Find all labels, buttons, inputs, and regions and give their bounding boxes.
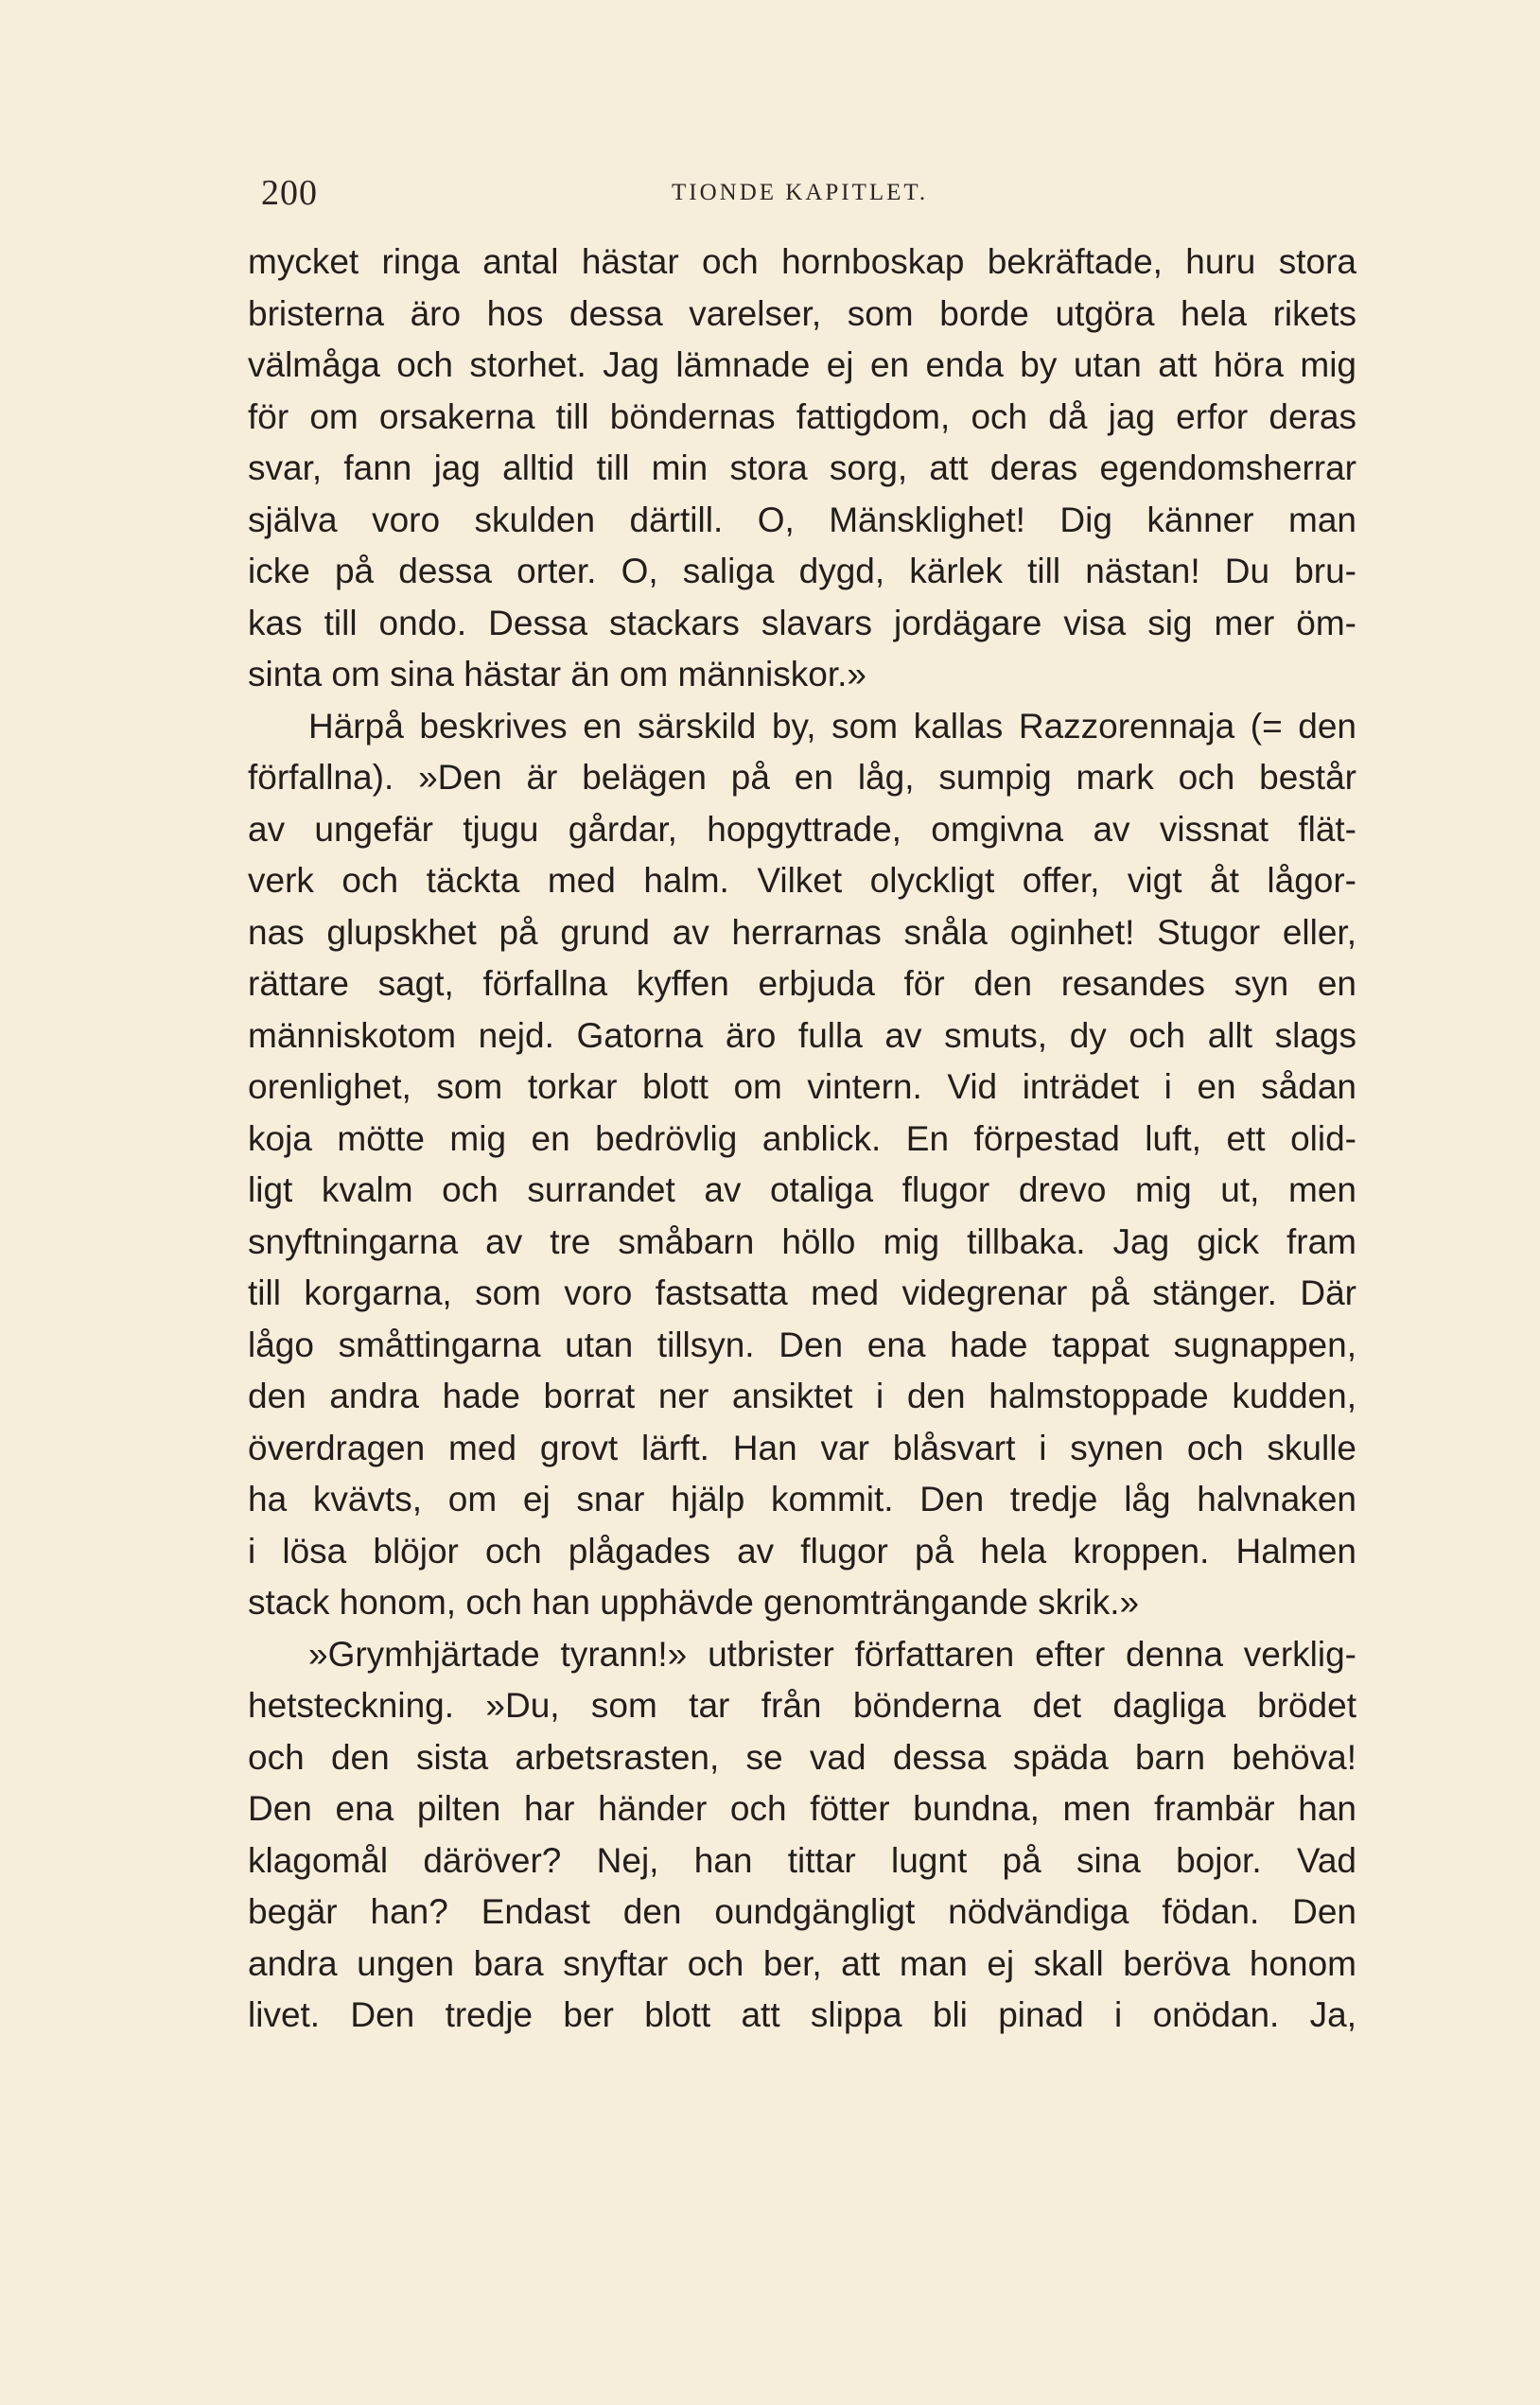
- text-line: livet. Den tredje ber blott att slippa bli pinad i onödan. Ja,: [248, 1995, 1356, 2034]
- text-line: orenlighet, som torkar blott om vintern. Vid inträdet i en sådan: [248, 1067, 1356, 1106]
- body-text: [248, 237, 1356, 2042]
- text-line: den andra hade borrat ner ansiktet i den halmstoppade kudden,: [248, 1377, 1356, 1415]
- text-line: välmåga och storhet. Jag lämnade ej en enda by utan att höra mig: [248, 345, 1356, 384]
- text-line: sinta om sina hästar än om människor.»: [248, 655, 866, 693]
- text-line: icke på dessa orter. O, saliga dygd, kärlek till nästan! Du bru-: [248, 552, 1356, 590]
- text-line: överdragen med grovt lärft. Han var blåsvart i synen och skulle: [248, 1428, 1356, 1467]
- text-line: Den ena pilten har händer och fötter bundna, men frambär han: [248, 1789, 1356, 1828]
- page-number: 200: [261, 173, 318, 213]
- text-line: verk och täckta med halm. Vilket olyckligt offer, vigt åt lågor-: [248, 861, 1356, 900]
- text-line: ligt kvalm och surrandet av otaliga flugor drevo mig ut, men: [248, 1170, 1356, 1209]
- text-line: stack honom, och han upphävde genomträngande skrik.»: [248, 1583, 1140, 1622]
- text-line: lågo småttingarna utan tillsyn. Den ena hade tappat sugnappen,: [248, 1325, 1356, 1364]
- text-line: svar, fann jag alltid till min stora sorg, att deras egendomsherrar: [248, 448, 1356, 487]
- text-line: rättare sagt, förfallna kyffen erbjuda för den resandes syn en: [248, 964, 1356, 1003]
- text-line: nas glupskhet på grund av herrarnas snåla oginhet! Stugor eller,: [248, 912, 1356, 952]
- page-header: [261, 172, 1355, 219]
- text-line: koja mötte mig en bedrövlig anblick. En förpestad luft, ett olid-: [248, 1118, 1356, 1158]
- text-line: människotom nejd. Gatorna äro fulla av smuts, dy och allt slags: [248, 1015, 1356, 1055]
- text-line: och den sista arbetsrasten, se vad dessa späda barn behöva!: [248, 1737, 1356, 1777]
- text-line: hetsteckning. »Du, som tar från bönderna det dagliga brödet: [248, 1686, 1356, 1725]
- text-line: själva voro skulden därtill. O, Mänsklighet! Dig känner man: [248, 500, 1356, 539]
- text-line: Härpå beskrives en särskild by, som kallas Razzorennaja (= den: [308, 706, 1356, 746]
- text-line: bristerna äro hos dessa varelser, som borde utgöra hela rikets: [248, 293, 1356, 333]
- text-line: snyftningarna av tre småbarn höllo mig tillbaka. Jag gick fram: [248, 1221, 1356, 1261]
- text-line: klagomål däröver? Nej, han tittar lugnt på sina bojor. Vad: [248, 1840, 1356, 1880]
- text-line: i lösa blöjor och plågades av flugor på hela kroppen. Halmen: [248, 1531, 1356, 1571]
- text-line: »Grymhjärtade tyrann!» utbrister författaren efter denna verklig-: [308, 1634, 1356, 1674]
- text-line: begär han? Endast den oundgängligt nödvändiga födan. Den: [248, 1892, 1356, 1931]
- running-head: TIONDE KAPITLET.: [672, 180, 929, 205]
- text-line: av ungefär tjugu gårdar, hopgyttrade, omgivna av vissnat flät-: [248, 809, 1356, 849]
- text-line: ha kvävts, om ej snar hjälp kommit. Den tredje låg halvnaken: [248, 1480, 1356, 1518]
- text-line: förfallna). »Den är belägen på en låg, sumpig mark och består: [248, 758, 1356, 797]
- text-line: till korgarna, som voro fastsatta med videgrenar på stänger. Där: [248, 1273, 1356, 1312]
- text-line: kas till ondo. Dessa stackars slavars jordägare visa sig mer öm-: [248, 603, 1356, 642]
- text-line: mycket ringa antal hästar och hornboskap bekräftade, huru stora: [248, 242, 1356, 281]
- text-line: för om orsakerna till böndernas fattigdom, och då jag erfor deras: [248, 396, 1356, 436]
- text-line: andra ungen bara snyftar och ber, att man ej skall beröva honom: [248, 1943, 1356, 1983]
